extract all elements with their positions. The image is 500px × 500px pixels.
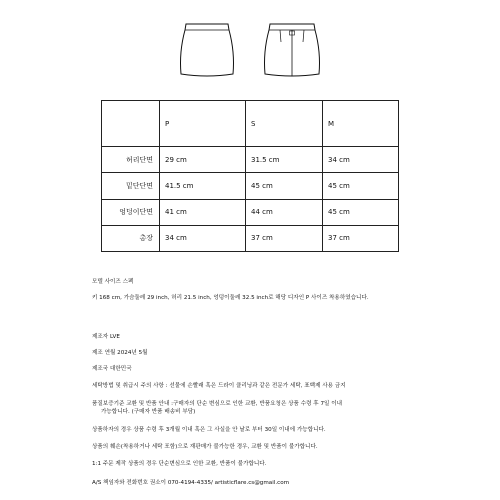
table-cell: 45 cm	[323, 173, 399, 199]
table-cell: 37 cm	[246, 225, 323, 251]
header-cell-s: S	[246, 101, 323, 147]
made-date-text: 제조 연월 2024년 5월	[92, 350, 148, 356]
table-cell: 41 cm	[160, 199, 246, 225]
skirt-back-sketch	[262, 22, 322, 80]
table-row	[102, 173, 399, 199]
damage-policy-text: 상품의 훼손(착용하거나 세탁 포함)으로 재판매가 불가능한 경우, 교환 및 반품이 불가합니다.	[92, 444, 318, 450]
warranty-text-line1: 품질보증기준 교환 및 반품 안내 :구매자의 단순 변심으로 인한 교환, 반품요청은 상품 수령 후 7일 이내	[92, 401, 343, 407]
row-label-length: 총장	[102, 225, 160, 251]
custom-order-policy-text: 1:1 주문 제작 상품의 경우 단순변심으로 인한 교환, 반품이 불가합니다.	[92, 461, 267, 467]
row-label-hem: 밑단단면	[102, 173, 160, 199]
size-table-header	[102, 101, 399, 147]
warranty-text-line2: 가능합니다. (구매자 반품 배송비 부담)	[101, 409, 196, 415]
country-text: 제조국 대한민국	[92, 366, 132, 372]
table-cell: 37 cm	[323, 225, 399, 251]
table-cell: 29 cm	[160, 147, 246, 173]
model-spec-text: 키 168 cm, 가슴둘레 29 inch, 허리 21.5 inch, 엉덩이둘레 32.5 inch로 해당 디자인 P 사이즈 착용하였습니다.	[92, 295, 369, 301]
table-cell: 41.5 cm	[160, 173, 246, 199]
size-table	[101, 100, 399, 252]
skirt-front-sketch	[178, 22, 236, 80]
manufacturer-text: 제조자 LVE	[92, 334, 120, 340]
table-row	[102, 147, 399, 173]
care-text: 세탁방법 및 취급시 주의 사항 : 선물에 손빨래 혹은 드라이 클리닝과 같은 전문가 세탁, 표백제 사용 금지	[92, 383, 346, 389]
table-cell: 45 cm	[246, 173, 323, 199]
table-row	[102, 199, 399, 225]
table-cell: 31.5 cm	[246, 147, 323, 173]
table-cell: 44 cm	[246, 199, 323, 225]
as-contact-text: A/S 책임자와 전화번호 권소이 070-4194-4335/ artisticflare.cs@gmail.com	[92, 480, 290, 486]
table-cell: 34 cm	[323, 147, 399, 173]
table-cell: 34 cm	[160, 225, 246, 251]
table-row	[102, 225, 399, 251]
header-cell-p: P	[160, 101, 246, 147]
header-cell-empty	[102, 101, 160, 147]
defect-policy-text: 상품하자의 경우 상품 수령 후 3개월 이내 혹은 그 사실을 안 날로 부터 30일 이내에 가능합니다.	[92, 427, 326, 433]
table-cell: 45 cm	[323, 199, 399, 225]
row-label-hip: 엉덩이단면	[102, 199, 160, 225]
model-spec-title: 모델 사이즈 스펙	[92, 279, 134, 285]
header-cell-m: M	[323, 101, 399, 147]
row-label-waist: 허리단면	[102, 147, 160, 173]
